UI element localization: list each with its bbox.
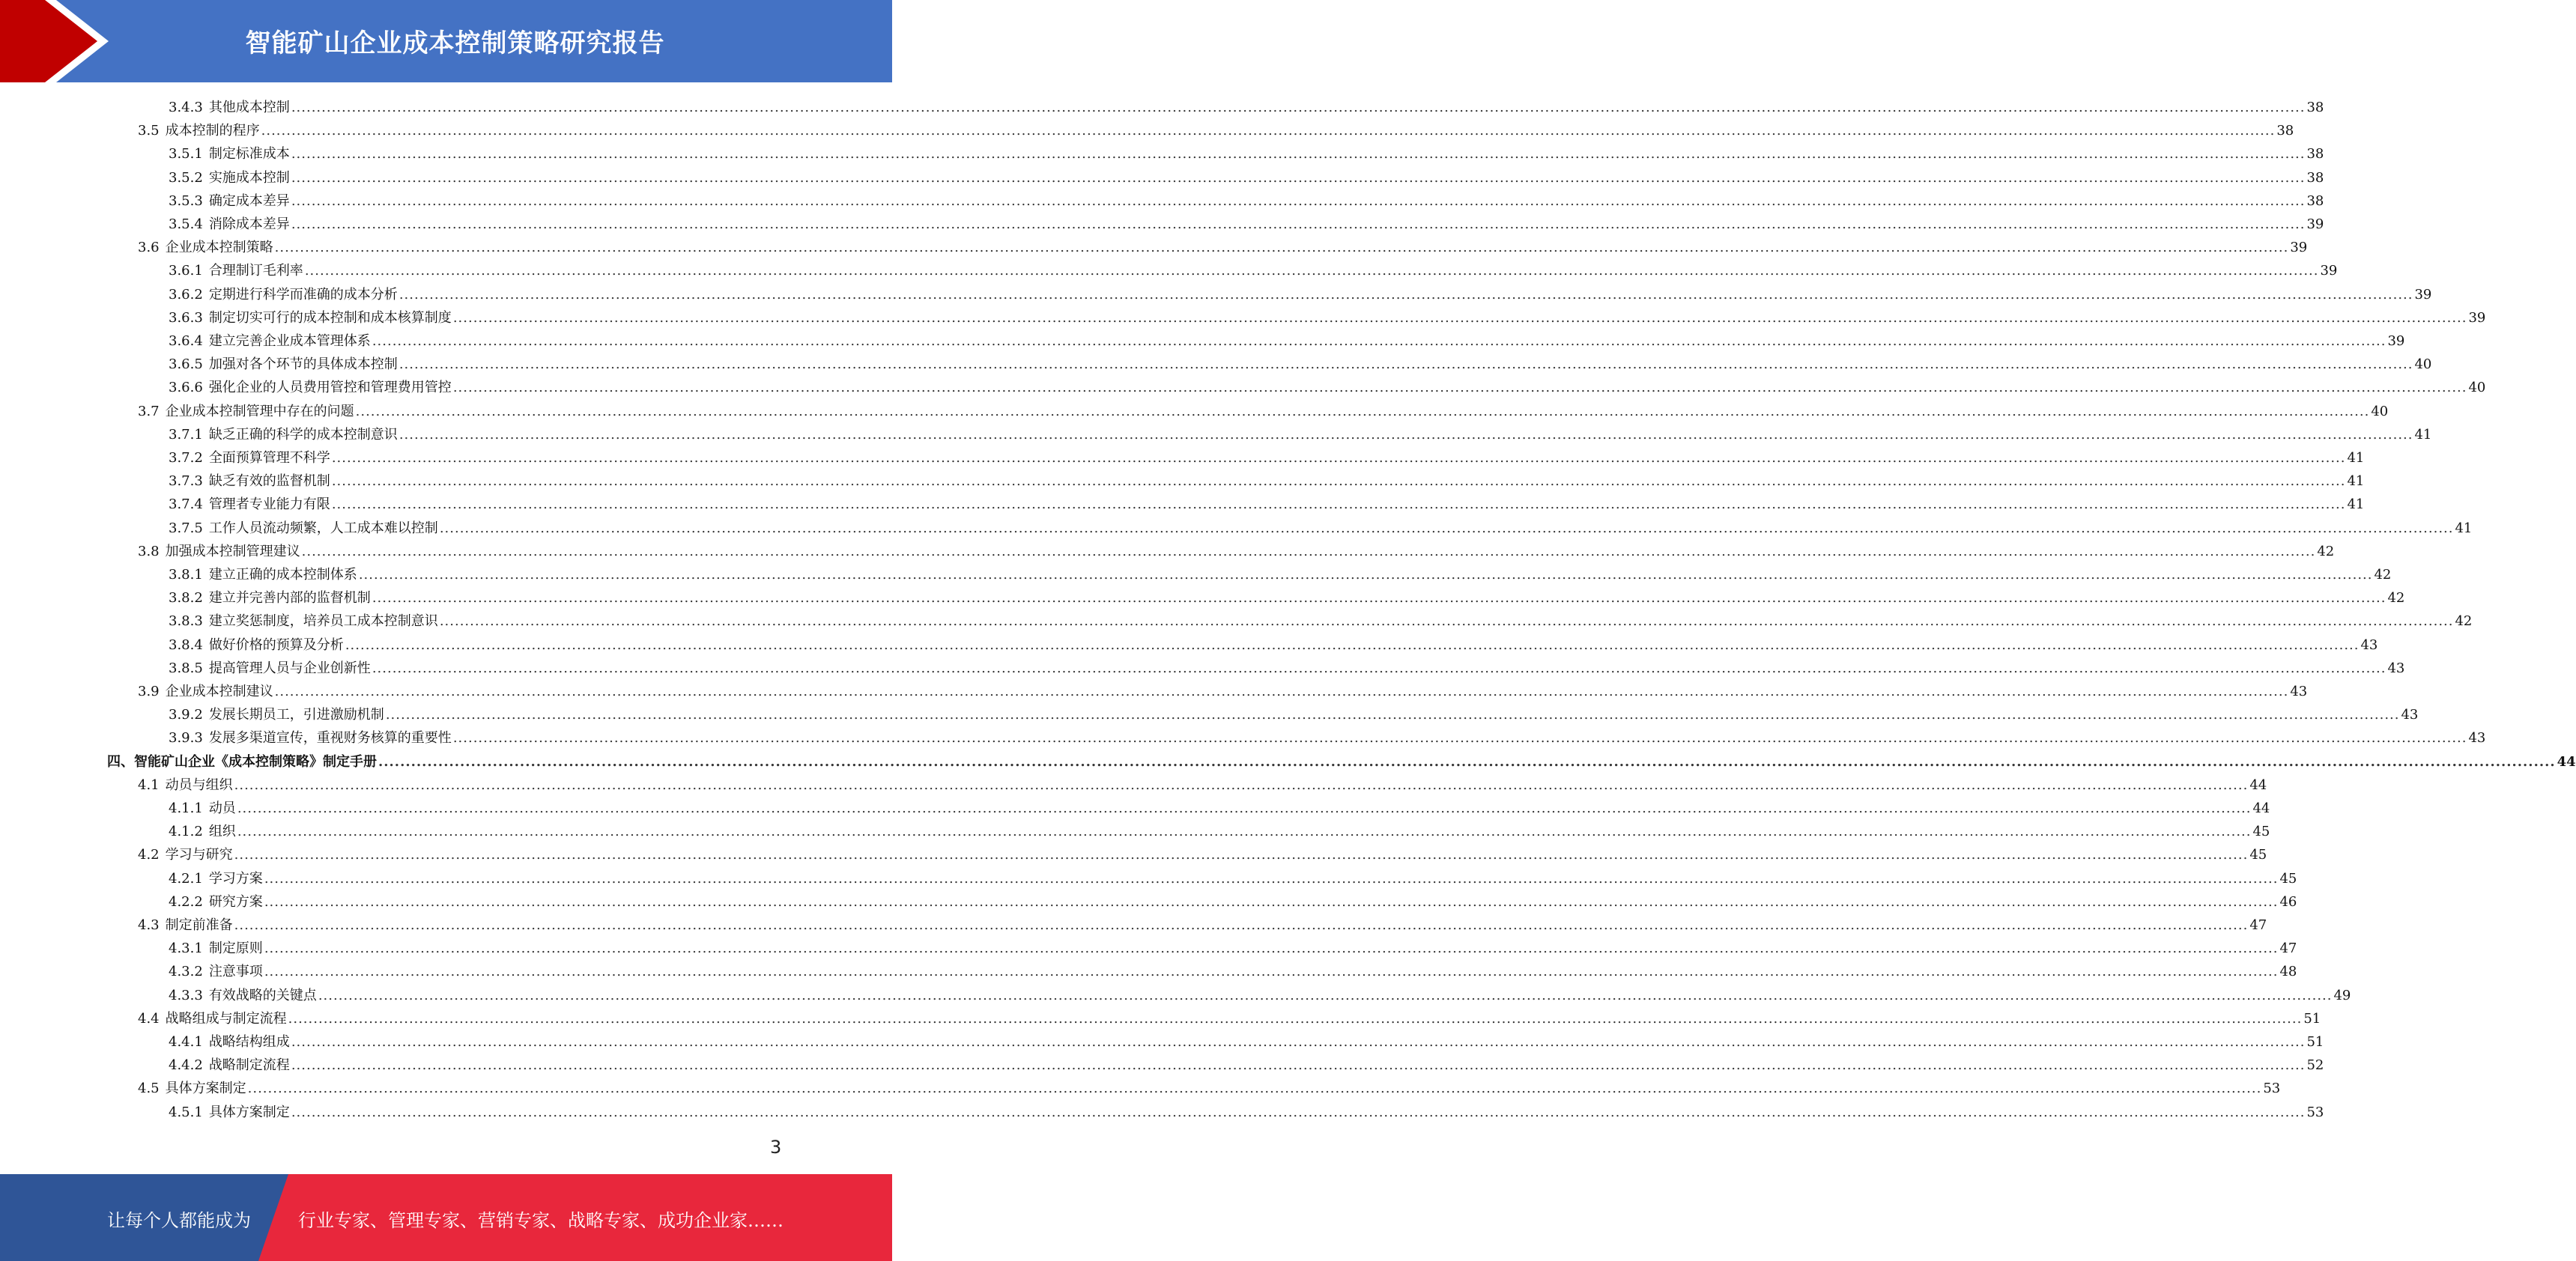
toc-entry-page: 44 bbox=[2252, 800, 2270, 816]
toc-entry[interactable] bbox=[169, 657, 2405, 680]
toc-entry[interactable] bbox=[169, 259, 2338, 282]
toc-entry-number: 3.8 bbox=[138, 543, 160, 559]
toc-entry-page: 51 bbox=[2306, 1034, 2324, 1050]
toc-entry-page: 44 bbox=[2249, 777, 2267, 793]
toc-entry[interactable] bbox=[169, 890, 2297, 914]
toc-entry-number: 3.5.1 bbox=[169, 146, 203, 162]
toc-entry[interactable] bbox=[138, 119, 2294, 142]
toc-entry-title: 发展多渠道宣传，重视财务核算的重要性 bbox=[208, 730, 452, 747]
toc-entry-page: 51 bbox=[2303, 1010, 2321, 1027]
toc-entry-title: 制定切实可行的成本控制和成本核算制度 bbox=[208, 309, 452, 326]
toc-entry-title: 组织 bbox=[208, 824, 236, 840]
toc-dot-leader: ................................................................................................................................................................................................................................................................................................................................................................................................................ bbox=[291, 146, 2306, 162]
toc-entry-page: 42 bbox=[2374, 567, 2392, 583]
toc-dot-leader: ................................................................................................................................................................................................................................................................................................................................................................................................................ bbox=[452, 309, 2467, 326]
toc-entry-page: 38 bbox=[2276, 123, 2294, 139]
toc-dot-leader: ................................................................................................................................................................................................................................................................................................................................................................................................................ bbox=[304, 263, 2319, 279]
toc-entry-page: 41 bbox=[2347, 496, 2365, 513]
toc-entry[interactable] bbox=[169, 937, 2297, 960]
toc-entry-page: 39 bbox=[2414, 286, 2432, 303]
toc-entry-title: 注意事项 bbox=[208, 964, 263, 980]
toc-dot-leader: ................................................................................................................................................................................................................................................................................................................................................................................................................ bbox=[261, 123, 2276, 139]
toc-entry-number: 4.4.1 bbox=[169, 1034, 203, 1050]
toc-dot-leader: ................................................................................................................................................................................................................................................................................................................................................................................................................ bbox=[237, 800, 2252, 816]
footer-slogan-left: 让每个人都能成为 bbox=[107, 1210, 251, 1231]
toc-entry-number: 3.7.2 bbox=[169, 450, 203, 466]
toc-entry-title: 合理制订毛利率 bbox=[208, 263, 303, 279]
toc-entry-title: 建立完善企业成本管理体系 bbox=[208, 333, 371, 349]
toc-entry-title: 缺乏有效的监督机制 bbox=[208, 473, 330, 490]
toc-entry-title: 缺乏正确的科学的成本控制意识 bbox=[208, 426, 398, 443]
toc-dot-leader: ................................................................................................................................................................................................................................................................................................................................................................................................................ bbox=[398, 426, 2413, 443]
toc-dot-leader: ................................................................................................................................................................................................................................................................................................................................................................................................................ bbox=[452, 380, 2467, 396]
toc-entry-number: 4.2.2 bbox=[169, 893, 203, 910]
toc-entry-page: 48 bbox=[2279, 964, 2297, 980]
toc-dot-leader: ................................................................................................................................................................................................................................................................................................................................................................................................................ bbox=[291, 216, 2306, 232]
toc-dot-leader: ................................................................................................................................................................................................................................................................................................................................................................................................................ bbox=[274, 684, 2289, 699]
toc-dot-leader: ................................................................................................................................................................................................................................................................................................................................................................................................................ bbox=[439, 520, 2454, 536]
toc-entry-title: 工作人员流动频繁，人工成本难以控制 bbox=[208, 520, 438, 536]
toc-entry[interactable] bbox=[138, 680, 2308, 703]
toc-entry-title: 实施成本控制 bbox=[208, 169, 290, 186]
toc-dot-leader: ................................................................................................................................................................................................................................................................................................................................................................................................................ bbox=[318, 987, 2333, 1003]
toc-dot-leader: ................................................................................................................................................................................................................................................................................................................................................................................................................ bbox=[264, 893, 2279, 910]
toc-entry[interactable] bbox=[169, 493, 2365, 516]
toc-entry-page: 41 bbox=[2347, 473, 2365, 490]
toc-entry-title: 加强对各个环节的具体成本控制 bbox=[208, 356, 398, 373]
toc-entry-number: 3.7 bbox=[138, 403, 160, 419]
toc-entry-number: 3.9 bbox=[138, 684, 160, 699]
toc-entry-title: 战略结构组成 bbox=[208, 1034, 290, 1050]
toc-dot-leader: ................................................................................................................................................................................................................................................................................................................................................................................................................ bbox=[264, 870, 2279, 887]
toc-entry-page: 39 bbox=[2387, 333, 2405, 349]
toc-entry[interactable] bbox=[138, 914, 2267, 937]
toc-entry[interactable] bbox=[169, 189, 2324, 213]
toc-entry[interactable] bbox=[138, 236, 2308, 259]
toc-dot-leader: ................................................................................................................................................................................................................................................................................................................................................................................................................ bbox=[237, 824, 2252, 840]
toc-entry-number: 3.8.2 bbox=[169, 590, 203, 607]
toc-dot-leader: ................................................................................................................................................................................................................................................................................................................................................................................................................ bbox=[291, 169, 2306, 186]
toc-dot-leader: ................................................................................................................................................................................................................................................................................................................................................................................................................ bbox=[378, 753, 2556, 770]
toc-entry-number: 3.6 bbox=[138, 240, 160, 256]
toc-entry[interactable] bbox=[138, 843, 2267, 866]
toc-dot-leader: ................................................................................................................................................................................................................................................................................................................................................................................................................ bbox=[452, 730, 2467, 747]
toc-entry-page: 49 bbox=[2333, 987, 2351, 1003]
toc-entry-page: 39 bbox=[2468, 309, 2486, 326]
document-title: 智能矿山企业成本控制策略研究报告 bbox=[245, 28, 665, 58]
toc-entry[interactable] bbox=[169, 213, 2324, 236]
toc-entry-title: 动员 bbox=[208, 800, 236, 816]
toc-entry-number: 3.7.4 bbox=[169, 496, 203, 513]
toc-dot-leader: ................................................................................................................................................................................................................................................................................................................................................................................................................ bbox=[291, 100, 2306, 115]
toc-entry[interactable] bbox=[169, 329, 2405, 353]
toc-entry[interactable] bbox=[169, 610, 2473, 633]
toc-entry[interactable] bbox=[169, 563, 2392, 586]
toc-entry-title: 强化企业的人员费用管控和管理费用管控 bbox=[208, 380, 452, 396]
toc-dot-leader: ................................................................................................................................................................................................................................................................................................................................................................................................................ bbox=[398, 356, 2413, 373]
toc-dot-leader: ................................................................................................................................................................................................................................................................................................................................................................................................................ bbox=[331, 496, 2346, 513]
toc-entry-title: 建立正确的成本控制体系 bbox=[208, 567, 357, 583]
toc-entry-title: 有效战略的关键点 bbox=[208, 987, 317, 1003]
toc-entry[interactable] bbox=[169, 353, 2432, 376]
toc-entry-number: 4.2.1 bbox=[169, 870, 203, 887]
toc-entry-page: 38 bbox=[2306, 100, 2324, 115]
toc-entry-number: 3.8.5 bbox=[169, 660, 203, 676]
toc-entry-page: 38 bbox=[2306, 192, 2324, 209]
toc-entry-page: 41 bbox=[2455, 520, 2473, 536]
toc-dot-leader: ................................................................................................................................................................................................................................................................................................................................................................................................................ bbox=[372, 333, 2386, 349]
toc-entry-title: 企业成本控制建议 bbox=[165, 684, 273, 699]
toc-entry-page: 42 bbox=[2455, 613, 2473, 630]
toc-dot-leader: ................................................................................................................................................................................................................................................................................................................................................................................................................ bbox=[398, 286, 2413, 303]
toc-dot-leader: ................................................................................................................................................................................................................................................................................................................................................................................................................ bbox=[331, 450, 2346, 466]
toc-entry-number: 4.3.2 bbox=[169, 964, 203, 980]
toc-dot-leader: ................................................................................................................................................................................................................................................................................................................................................................................................................ bbox=[355, 403, 2370, 419]
toc-entry-page: 53 bbox=[2306, 1104, 2324, 1120]
toc-entry[interactable] bbox=[138, 1007, 2321, 1030]
toc-entry-page: 41 bbox=[2347, 450, 2365, 466]
toc-dot-leader: ................................................................................................................................................................................................................................................................................................................................................................................................................ bbox=[358, 567, 2373, 583]
toc-entry-page: 43 bbox=[2401, 707, 2419, 723]
toc-entry-page: 47 bbox=[2249, 917, 2267, 933]
toc-entry[interactable] bbox=[169, 820, 2270, 843]
toc-entry-title: 制定原则 bbox=[208, 941, 263, 957]
toc-entry-title: 做好价格的预算及分析 bbox=[208, 636, 344, 653]
toc-entry[interactable] bbox=[169, 96, 2324, 119]
toc-dot-leader: ................................................................................................................................................................................................................................................................................................................................................................................................................ bbox=[247, 1081, 2262, 1097]
toc-entry-page: 43 bbox=[2360, 636, 2378, 653]
toc-dot-leader: ................................................................................................................................................................................................................................................................................................................................................................................................................ bbox=[291, 1057, 2306, 1074]
toc-entry-number: 3.7.5 bbox=[169, 520, 203, 536]
toc-entry-title: 定期进行科学而准确的成本分析 bbox=[208, 286, 398, 303]
toc-entry[interactable] bbox=[169, 283, 2432, 306]
toc-entry-number: 3.4.3 bbox=[169, 100, 203, 115]
toc-dot-leader: ................................................................................................................................................................................................................................................................................................................................................................................................................ bbox=[291, 1104, 2306, 1120]
toc-entry-page: 40 bbox=[2468, 380, 2486, 396]
toc-entry-title: 提高管理人员与企业创新性 bbox=[208, 660, 371, 676]
toc-entry-number: 4.1.2 bbox=[169, 824, 203, 840]
toc-entry-title: 成本控制的程序 bbox=[165, 123, 260, 139]
toc-entry-number: 4.3.3 bbox=[169, 987, 203, 1003]
toc-entry-page: 43 bbox=[2468, 730, 2486, 747]
page-header bbox=[0, 0, 892, 82]
toc-entry-number: 3.6.5 bbox=[169, 356, 203, 373]
toc-entry-title: 战略制定流程 bbox=[208, 1057, 290, 1074]
toc-entry-number: 4.1 bbox=[138, 777, 160, 793]
toc-entry[interactable] bbox=[169, 726, 2486, 750]
toc-entry-number: 3.8.1 bbox=[169, 567, 203, 583]
toc-dot-leader: ................................................................................................................................................................................................................................................................................................................................................................................................................ bbox=[234, 847, 2249, 863]
toc-entry[interactable] bbox=[169, 142, 2324, 165]
toc-entry[interactable] bbox=[138, 1077, 2281, 1100]
toc-entry-number: 3.8.3 bbox=[169, 613, 203, 630]
toc-entry[interactable] bbox=[138, 400, 2389, 423]
toc-dot-leader: ................................................................................................................................................................................................................................................................................................................................................................................................................ bbox=[385, 707, 2400, 723]
toc-entry-number: 3.6.2 bbox=[169, 286, 203, 303]
toc-dot-leader: ................................................................................................................................................................................................................................................................................................................................................................................................................ bbox=[372, 590, 2386, 607]
toc-entry[interactable] bbox=[169, 703, 2419, 726]
toc-entry[interactable] bbox=[169, 423, 2432, 446]
toc-entry[interactable] bbox=[169, 1101, 2324, 1124]
toc-entry[interactable] bbox=[169, 797, 2270, 820]
toc-entry[interactable] bbox=[169, 446, 2365, 470]
toc-entry[interactable] bbox=[169, 586, 2405, 610]
toc-entry[interactable] bbox=[107, 750, 2576, 774]
toc-entry-page: 42 bbox=[2387, 590, 2405, 607]
toc-entry-title: 加强成本控制管理建议 bbox=[165, 543, 300, 559]
toc-entry-title: 制定标准成本 bbox=[208, 146, 290, 162]
toc-entry-number: 3.5.2 bbox=[169, 169, 203, 186]
toc-entry-number: 4.5 bbox=[138, 1081, 160, 1097]
toc-entry-title: 企业成本控制策略 bbox=[165, 240, 273, 256]
toc-entry-title: 建立并完善内部的监督机制 bbox=[208, 590, 371, 607]
toc-entry-number: 3.6.1 bbox=[169, 263, 203, 279]
toc-entry[interactable] bbox=[169, 1054, 2324, 1077]
toc-entry-number: 3.7.3 bbox=[169, 473, 203, 490]
toc-dot-leader: ................................................................................................................................................................................................................................................................................................................................................................................................................ bbox=[372, 660, 2386, 676]
page-footer bbox=[0, 1174, 892, 1261]
toc-dot-leader: ................................................................................................................................................................................................................................................................................................................................................................................................................ bbox=[264, 964, 2279, 980]
toc-entry-title: 具体方案制定 bbox=[208, 1104, 290, 1120]
toc-entry-number: 3.5 bbox=[138, 123, 160, 139]
toc-dot-leader: ................................................................................................................................................................................................................................................................................................................................................................................................................ bbox=[264, 941, 2279, 957]
toc-entry-number: 4.1.1 bbox=[169, 800, 203, 816]
toc-entry-number: 3.7.1 bbox=[169, 426, 203, 443]
toc-entry[interactable] bbox=[169, 376, 2486, 399]
toc-dot-leader: ................................................................................................................................................................................................................................................................................................................................................................................................................ bbox=[291, 1034, 2306, 1050]
toc-dot-leader: ................................................................................................................................................................................................................................................................................................................................................................................................................ bbox=[274, 240, 2289, 256]
toc-entry-title: 具体方案制定 bbox=[165, 1081, 246, 1097]
page-number: 3 bbox=[770, 1137, 782, 1158]
toc-entry-page: 45 bbox=[2249, 847, 2267, 863]
toc-entry-number: 4.3.1 bbox=[169, 941, 203, 957]
toc-dot-leader: ................................................................................................................................................................................................................................................................................................................................................................................................................ bbox=[288, 1010, 2303, 1027]
toc-entry-page: 53 bbox=[2263, 1081, 2281, 1097]
toc-entry-page: 43 bbox=[2290, 684, 2308, 699]
toc-entry-title: 学习方案 bbox=[208, 870, 263, 887]
toc-entry[interactable] bbox=[169, 166, 2324, 189]
toc-entry-number: 4.4 bbox=[138, 1010, 160, 1027]
toc-entry-page: 47 bbox=[2279, 941, 2297, 957]
toc-entry-number: 3.9.3 bbox=[169, 730, 203, 747]
toc-entry-number: 4.5.1 bbox=[169, 1104, 203, 1120]
toc-entry-number: 3.5.4 bbox=[169, 216, 203, 232]
toc-dot-leader: ................................................................................................................................................................................................................................................................................................................................................................................................................ bbox=[234, 917, 2249, 933]
toc-entry-page: 45 bbox=[2252, 824, 2270, 840]
toc-dot-leader: ................................................................................................................................................................................................................................................................................................................................................................................................................ bbox=[301, 543, 2316, 559]
toc-entry-number: 3.9.2 bbox=[169, 707, 203, 723]
toc-entry-title: 发展长期员工，引进激励机制 bbox=[208, 707, 384, 723]
toc-entry[interactable] bbox=[169, 306, 2486, 329]
toc-entry-number: 3.6.3 bbox=[169, 309, 203, 326]
toc-dot-leader: ................................................................................................................................................................................................................................................................................................................................................................................................................ bbox=[291, 192, 2306, 209]
toc-entry-page: 38 bbox=[2306, 169, 2324, 186]
toc-entry-title: 学习与研究 bbox=[165, 847, 233, 863]
toc-entry-title: 其他成本控制 bbox=[208, 100, 290, 115]
toc-entry-number: 4.2 bbox=[138, 847, 160, 863]
toc-entry-page: 39 bbox=[2320, 263, 2338, 279]
toc-entry[interactable] bbox=[138, 774, 2267, 797]
toc-entry-page: 46 bbox=[2279, 893, 2297, 910]
toc-dot-leader: ................................................................................................................................................................................................................................................................................................................................................................................................................ bbox=[331, 473, 2346, 490]
toc-entry-title: 消除成本差异 bbox=[208, 216, 290, 232]
toc-entry-title: 确定成本差异 bbox=[208, 192, 290, 209]
toc-entry-title: 研究方案 bbox=[208, 893, 263, 910]
toc-dot-leader: ................................................................................................................................................................................................................................................................................................................................................................................................................ bbox=[234, 777, 2249, 793]
toc-entry[interactable] bbox=[169, 470, 2365, 493]
toc-entry[interactable] bbox=[138, 540, 2335, 563]
toc-entry-page: 41 bbox=[2414, 426, 2432, 443]
toc-entry[interactable] bbox=[169, 984, 2351, 1007]
toc-entry-page: 40 bbox=[2414, 356, 2432, 373]
toc-entry-title: 战略组成与制定流程 bbox=[165, 1010, 287, 1027]
toc-entry-page: 45 bbox=[2279, 870, 2297, 887]
toc-dot-leader: ................................................................................................................................................................................................................................................................................................................................................................................................................ bbox=[345, 636, 2360, 653]
toc-entry-page: 39 bbox=[2306, 216, 2324, 232]
toc-entry-number: 4.3 bbox=[138, 917, 160, 933]
toc-entry-page: 52 bbox=[2306, 1057, 2324, 1074]
toc-entry-title: 建立奖惩制度，培养员工成本控制意识 bbox=[208, 613, 438, 630]
toc-entry[interactable] bbox=[169, 960, 2297, 983]
toc-entry-title: 企业成本控制管理中存在的问题 bbox=[165, 403, 354, 419]
toc-entry[interactable] bbox=[169, 633, 2378, 657]
toc-entry-page: 42 bbox=[2317, 543, 2335, 559]
toc-entry-page: 39 bbox=[2290, 240, 2308, 256]
toc-entry[interactable] bbox=[169, 1030, 2324, 1054]
toc-entry-number: 4.4.2 bbox=[169, 1057, 203, 1074]
toc-entry-number: 3.6.4 bbox=[169, 333, 203, 349]
toc-entry-title: 四、智能矿山企业《成本控制策略》制定手册 bbox=[107, 753, 377, 770]
footer-slogan-right: 行业专家、管理专家、营销专家、战略专家、成功企业家…… bbox=[298, 1210, 784, 1231]
toc-entry-title: 制定前准备 bbox=[165, 917, 233, 933]
toc-entry-page: 38 bbox=[2306, 146, 2324, 162]
toc-entry-title: 动员与组织 bbox=[165, 777, 233, 793]
toc-entry-title: 管理者专业能力有限 bbox=[208, 496, 330, 513]
toc-entry[interactable] bbox=[169, 867, 2297, 890]
toc-entry-number: 3.8.4 bbox=[169, 636, 203, 653]
toc-dot-leader: ................................................................................................................................................................................................................................................................................................................................................................................................................ bbox=[439, 613, 2454, 630]
toc-entry[interactable] bbox=[169, 517, 2473, 540]
toc-entry-number: 3.6.6 bbox=[169, 380, 203, 396]
toc-entry-number: 3.5.3 bbox=[169, 192, 203, 209]
toc-entry-page: 40 bbox=[2371, 403, 2389, 419]
toc-entry-title: 全面预算管理不科学 bbox=[208, 450, 330, 466]
toc-entry-page: 44 bbox=[2557, 753, 2576, 770]
toc-entry-page: 43 bbox=[2387, 660, 2405, 676]
